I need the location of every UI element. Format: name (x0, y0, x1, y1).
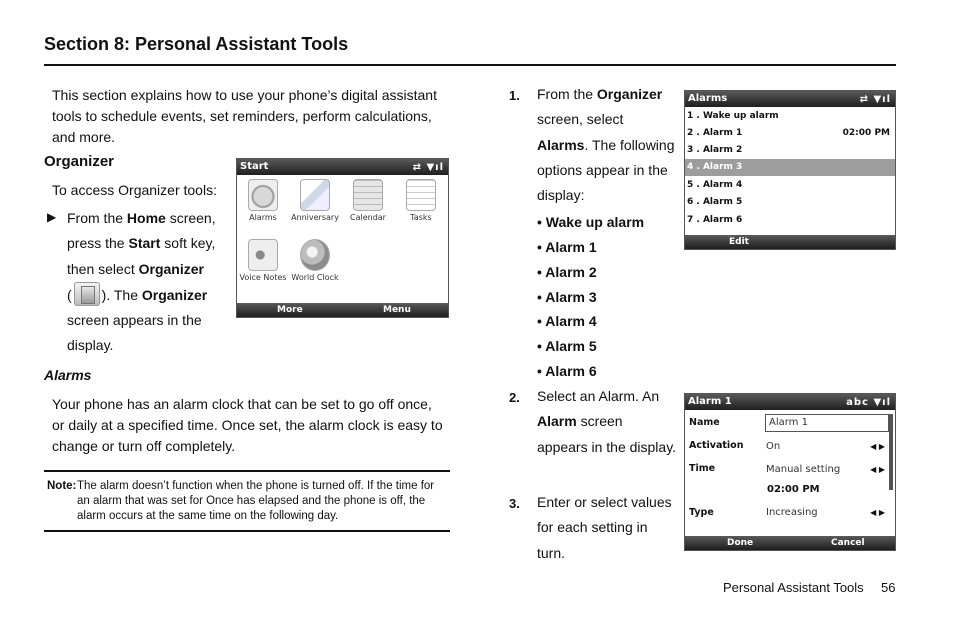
activation-value[interactable]: On (766, 441, 781, 452)
type-value[interactable]: Increasing (766, 507, 818, 518)
app-calendar[interactable] (340, 179, 396, 222)
scrollbar[interactable] (889, 414, 893, 490)
step-2-text (537, 384, 677, 460)
step-text: ). The (101, 286, 142, 303)
step-text: soft key, then select (67, 235, 216, 277)
step-text: ( (67, 286, 72, 303)
voice-notes-icon (248, 239, 278, 271)
app-label: Anniversary (291, 213, 339, 222)
name-field[interactable]: Alarm 1 (765, 414, 889, 432)
step-text: From the (67, 210, 127, 226)
app-tasks[interactable] (393, 179, 449, 222)
footer-section: Personal Assistant Tools (723, 580, 864, 595)
bullet-arrow-icon: ▶ (47, 210, 57, 224)
alarm-list-item[interactable] (685, 125, 895, 142)
app-label: World Clock (291, 273, 339, 282)
alarm-list-item[interactable] (685, 194, 895, 211)
option-item: • Wake up alarm (537, 214, 645, 230)
option-item: • Alarm 5 (537, 338, 597, 354)
app-label: Voice Notes (239, 273, 287, 282)
step-text: screen appears in the display. (537, 413, 677, 455)
world-clock-icon (300, 239, 330, 271)
start-softbar (237, 303, 448, 317)
option-item: • Alarm 3 (537, 289, 597, 305)
alarm-row-label: 1 . Wake up alarm (687, 111, 779, 121)
alarms-softbar (685, 235, 895, 249)
step-text: Select an Alarm. An (537, 388, 660, 404)
anniversary-icon (300, 179, 330, 211)
organizer-keyword: Organizer (138, 260, 204, 277)
alarm-row-label: 3 . Alarm 2 (687, 145, 743, 155)
activation-label: Activation (689, 440, 744, 451)
alarms-keyword: Alarms (537, 136, 585, 153)
alarm-list-item-selected[interactable] (685, 159, 895, 176)
edit-softkey[interactable]: Edit (729, 237, 749, 247)
organizer-heading: Organizer (44, 153, 115, 170)
step-text: Enter or select values for each setting in turn. (537, 494, 672, 561)
app-label: Alarms (249, 213, 277, 222)
type-label: Type (689, 507, 714, 518)
note-box (47, 479, 449, 524)
alarm-list-item[interactable] (685, 142, 895, 159)
time-setting-value[interactable]: Manual setting (766, 464, 841, 475)
note-text: The alarm doesn’t function when the phone is turned off. If the time for an alarm that was set for Once has elapsed and the phone is off, the alarm occurs at the same time on the following day. (77, 480, 435, 522)
option-label: Alarm 6 (545, 363, 597, 379)
option-label: Alarm 1 (545, 239, 597, 255)
step-text: screen, press the (67, 210, 216, 252)
more-softkey[interactable]: More (277, 305, 303, 315)
app-voice-notes[interactable] (236, 239, 291, 282)
alarm-list-item[interactable] (685, 108, 895, 125)
step-text: screen appears in the display. (67, 312, 202, 354)
alarm-row-label: 4 . Alarm 3 (687, 162, 743, 172)
alarms-screen (684, 90, 896, 250)
step-text: screen, select (537, 111, 624, 128)
step-text: . The following options appear in the display: (537, 136, 675, 204)
option-label: Alarm 4 (545, 313, 597, 329)
option-item: • Alarm 6 (537, 363, 597, 379)
organizer-access-text: To access Organizer tools: (52, 182, 217, 198)
tasks-icon (406, 179, 436, 211)
app-label: Calendar (350, 213, 386, 222)
calendar-icon (353, 179, 383, 211)
home-keyword: Home (126, 210, 166, 226)
alarm-list-item[interactable] (685, 177, 895, 194)
organizer-step (67, 206, 217, 359)
organizer-icon (74, 282, 100, 306)
alarm-icon (248, 179, 278, 211)
left-right-arrows-icon[interactable]: ◀ ▶ (870, 465, 885, 474)
left-right-arrows-icon[interactable]: ◀ ▶ (870, 442, 885, 451)
page-title: Section 8: Personal Assistant Tools (44, 34, 349, 54)
time-label: Time (689, 463, 716, 474)
alarm1-screen-title: Alarm 1 (688, 396, 732, 407)
step-1-text (537, 82, 677, 208)
cancel-softkey[interactable]: Cancel (831, 538, 865, 548)
organizer-keyword: Organizer (596, 86, 663, 102)
option-label: Alarm 5 (545, 338, 597, 354)
title-rule (44, 64, 896, 66)
time-clock-field[interactable]: 02:00 PM (767, 484, 820, 495)
start-keyword: Start (128, 235, 161, 252)
organizer-keyword: Organizer (141, 286, 208, 303)
note-label: Note: (47, 480, 77, 492)
app-world-clock[interactable] (287, 239, 343, 282)
alarm-time: 02:00 PM (842, 128, 890, 138)
step-number: 1. (509, 88, 520, 103)
menu-softkey[interactable]: Menu (383, 305, 411, 315)
option-item: • Alarm 2 (537, 264, 597, 280)
option-item: • Alarm 1 (537, 239, 597, 255)
app-anniversary[interactable] (287, 179, 343, 222)
step-number: 3. (509, 496, 520, 511)
step-number: 2. (509, 390, 520, 405)
intro-paragraph: This section explains how to use your phone’s digital assistant tools to schedule events, set reminders, perform calculations, and more. (52, 87, 437, 145)
input-mode-label: abc (846, 397, 869, 408)
signal-icon: ⇄ ▼ıl (412, 162, 444, 173)
alarm1-titlebar (685, 394, 895, 410)
done-softkey[interactable]: Done (727, 538, 754, 548)
note-bottom-rule (44, 530, 450, 532)
step-3-text (537, 490, 677, 566)
alarms-heading: Alarms (44, 367, 92, 383)
alarm-keyword: Alarm (537, 413, 577, 430)
alarm-row-label: 5 . Alarm 4 (687, 180, 743, 190)
app-label: Tasks (410, 213, 432, 222)
alarms-titlebar (685, 91, 895, 107)
start-screen (236, 158, 449, 318)
input-mode-indicator: abc ▼ıl (846, 397, 891, 408)
alarms-paragraph: Your phone has an alarm clock that can be set to go off once, or daily at a specified time. Once set, the alarm clock is easy to change or turn off completely. (52, 396, 443, 454)
alarm1-softbar (685, 536, 895, 550)
alarm-list-item[interactable] (685, 212, 895, 229)
option-label: Alarm 2 (545, 264, 597, 280)
option-item: • Alarm 4 (537, 313, 597, 329)
alarm-row-label: 2 . Alarm 1 (687, 128, 743, 138)
left-right-arrows-icon[interactable]: ◀ ▶ (870, 508, 885, 517)
step-text: From the (537, 86, 597, 102)
alarm-row-label: 6 . Alarm 5 (687, 197, 743, 207)
app-alarms[interactable] (236, 179, 291, 222)
alarms-screen-title: Alarms (688, 93, 728, 104)
page-number: 56 (881, 580, 896, 595)
note-top-rule (44, 470, 450, 472)
option-label: Alarm 3 (545, 289, 597, 305)
name-label: Name (689, 417, 720, 428)
start-title: Start (240, 161, 269, 172)
alarm-row-label: 7 . Alarm 6 (687, 215, 743, 225)
alarm1-screen (684, 393, 896, 551)
option-label: Wake up alarm (545, 214, 645, 230)
signal-icon: ⇄ ▼ıl (859, 94, 891, 105)
start-titlebar (237, 159, 448, 175)
